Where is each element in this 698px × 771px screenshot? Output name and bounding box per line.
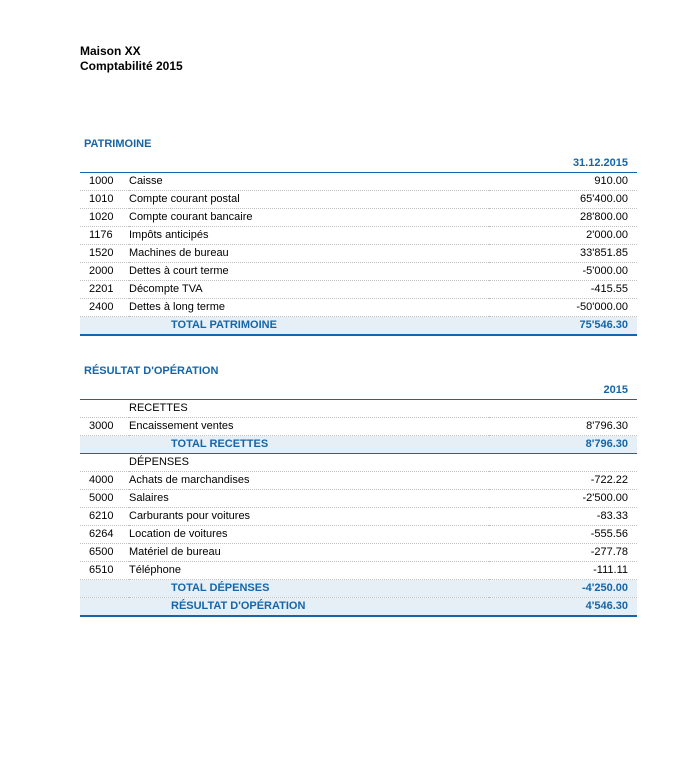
account-label: Caisse xyxy=(129,173,489,191)
table-row xyxy=(80,508,637,526)
account-amount: 2'000.00 xyxy=(489,227,637,245)
account-amount: -2'500.00 xyxy=(489,490,637,508)
account-number: 6500 xyxy=(80,544,129,562)
table-row xyxy=(80,281,637,299)
total-recettes-label: TOTAL RECETTES xyxy=(129,436,489,454)
total-patrimoine-label: TOTAL PATRIMOINE xyxy=(129,317,489,336)
account-amount: -83.33 xyxy=(489,508,637,526)
account-label: Compte courant postal xyxy=(129,191,489,209)
account-number: 4000 xyxy=(80,472,129,490)
resultat-column-header-row xyxy=(80,382,637,400)
account-amount: 65'400.00 xyxy=(489,191,637,209)
resultat-year-header: 2015 xyxy=(489,382,637,400)
account-number: 2000 xyxy=(80,263,129,281)
account-label: Dettes à long terme xyxy=(129,299,489,317)
account-label: Location de voitures xyxy=(129,526,489,544)
account-amount: 28'800.00 xyxy=(489,209,637,227)
table-row xyxy=(80,209,637,227)
recettes-group-label: RECETTES xyxy=(129,400,489,418)
account-number: 1000 xyxy=(80,173,129,191)
account-number: 2400 xyxy=(80,299,129,317)
table-row xyxy=(80,490,637,508)
account-label: Matériel de bureau xyxy=(129,544,489,562)
table-row xyxy=(80,299,637,317)
account-label: Compte courant bancaire xyxy=(129,209,489,227)
account-label: Machines de bureau xyxy=(129,245,489,263)
account-number: 1176 xyxy=(80,227,129,245)
account-amount: 8'796.30 xyxy=(489,418,637,436)
total-depenses-amount: -4'250.00 xyxy=(489,580,637,598)
total-patrimoine-amount: 75'546.30 xyxy=(489,317,637,336)
account-amount: 33'851.85 xyxy=(489,245,637,263)
resultat-operation-amount: 4'546.30 xyxy=(489,598,637,617)
table-row xyxy=(80,263,637,281)
table-row xyxy=(80,544,637,562)
table-row xyxy=(80,227,637,245)
account-amount: -722.22 xyxy=(489,472,637,490)
total-recettes-amount: 8'796.30 xyxy=(489,436,637,454)
patrimoine-column-header-row xyxy=(80,155,637,173)
table-row xyxy=(80,245,637,263)
account-number: 3000 xyxy=(80,418,129,436)
account-amount: -111.11 xyxy=(489,562,637,580)
company-name: Maison XX xyxy=(80,44,141,58)
report-subtitle: Comptabilité 2015 xyxy=(80,59,183,73)
depenses-group-row xyxy=(80,454,637,472)
resultat-operation-label: RÉSULTAT D'OPÉRATION xyxy=(129,598,489,617)
recettes-group-row xyxy=(80,400,637,418)
account-label: Impôts anticipés xyxy=(129,227,489,245)
account-number: 2201 xyxy=(80,281,129,299)
account-amount: -50'000.00 xyxy=(489,299,637,317)
total-depenses-row xyxy=(80,580,637,598)
account-label: Achats de marchandises xyxy=(129,472,489,490)
account-label: Encaissement ventes xyxy=(129,418,489,436)
patrimoine-title: PATRIMOINE xyxy=(84,138,152,150)
account-number: 6264 xyxy=(80,526,129,544)
account-number: 5000 xyxy=(80,490,129,508)
report-header xyxy=(80,44,183,74)
account-label: Carburants pour voitures xyxy=(129,508,489,526)
table-row xyxy=(80,418,637,436)
resultat-title: RÉSULTAT D'OPÉRATION xyxy=(84,365,219,377)
patrimoine-table xyxy=(80,155,637,336)
account-label: Dettes à court terme xyxy=(129,263,489,281)
table-row xyxy=(80,526,637,544)
patrimoine-date-header: 31.12.2015 xyxy=(489,155,637,173)
total-patrimoine-row xyxy=(80,317,637,336)
total-recettes-row xyxy=(80,436,637,454)
table-row xyxy=(80,472,637,490)
account-number: 1020 xyxy=(80,209,129,227)
total-depenses-label: TOTAL DÉPENSES xyxy=(129,580,489,598)
account-number: 6510 xyxy=(80,562,129,580)
resultat-table xyxy=(80,382,637,617)
account-amount: -277.78 xyxy=(489,544,637,562)
account-label: Salaires xyxy=(129,490,489,508)
account-amount: -5'000.00 xyxy=(489,263,637,281)
depenses-group-label: DÉPENSES xyxy=(129,454,489,472)
account-number: 6210 xyxy=(80,508,129,526)
table-row xyxy=(80,173,637,191)
account-label: Décompte TVA xyxy=(129,281,489,299)
account-number: 1520 xyxy=(80,245,129,263)
account-amount: -555.56 xyxy=(489,526,637,544)
account-amount: 910.00 xyxy=(489,173,637,191)
account-amount: -415.55 xyxy=(489,281,637,299)
resultat-operation-row xyxy=(80,598,637,617)
table-row xyxy=(80,191,637,209)
account-number: 1010 xyxy=(80,191,129,209)
account-label: Téléphone xyxy=(129,562,489,580)
table-row xyxy=(80,562,637,580)
